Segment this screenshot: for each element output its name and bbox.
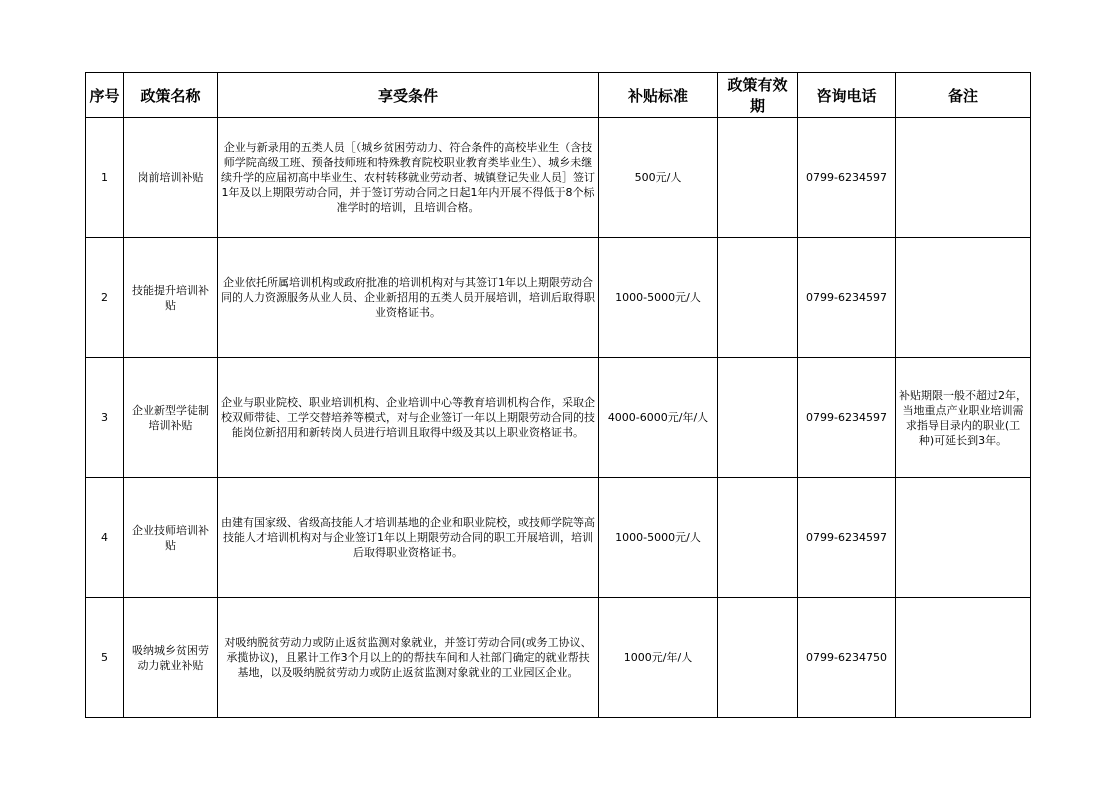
row-policy-name: 岗前培训补贴 [124,118,218,238]
row-policy-name: 吸纳城乡贫困劳动力就业补贴 [124,598,218,718]
row-conditions: 企业与职业院校、职业培训机构、企业培训中心等教育培训机构合作，采取企校双师带徒、工学交替培养等模式，对与企业签订一年以上期限劳动合同的技能岗位新招用和新转岗人员进行培训且取得中级及其以上职业资格证书。 [218,358,599,478]
row-subsidy-standard: 1000元/年/人 [599,598,718,718]
row-validity [718,118,798,238]
header-row [86,73,1031,118]
row-subsidy-standard: 1000-5000元/人 [599,238,718,358]
header-subsidy-standard: 补贴标准 [599,73,718,118]
row-seq: 2 [86,238,124,358]
row-phone: 0799-6234597 [798,238,896,358]
row-seq: 3 [86,358,124,478]
header-phone: 咨询电话 [798,73,896,118]
row-subsidy-standard: 1000-5000元/人 [599,478,718,598]
header-validity: 政策有效期 [718,73,798,118]
row-validity [718,598,798,718]
header-policy-name: 政策名称 [124,73,218,118]
policy-table [85,72,1031,718]
row-validity [718,238,798,358]
table-row [86,358,1031,478]
table-row [86,238,1031,358]
row-policy-name: 技能提升培训补贴 [124,238,218,358]
row-seq: 5 [86,598,124,718]
row-validity [718,478,798,598]
row-subsidy-standard: 4000-6000元/年/人 [599,358,718,478]
row-seq: 4 [86,478,124,598]
row-validity [718,358,798,478]
row-note [896,598,1031,718]
table-row [86,118,1031,238]
row-phone: 0799-6234597 [798,478,896,598]
row-phone: 0799-6234597 [798,118,896,238]
row-conditions: 企业依托所属培训机构或政府批准的培训机构对与其签订1年以上期限劳动合同的人力资源服务从业人员、企业新招用的五类人员开展培训，培训后取得职业资格证书。 [218,238,599,358]
header-note: 备注 [896,73,1031,118]
header-conditions: 享受条件 [218,73,599,118]
row-note [896,238,1031,358]
row-note [896,118,1031,238]
row-policy-name: 企业技师培训补贴 [124,478,218,598]
row-conditions: 对吸纳脱贫劳动力或防止返贫监测对象就业，并签订劳动合同(或务工协议、承揽协议)，且累计工作3个月以上的的帮扶车间和人社部门确定的就业帮扶基地，以及吸纳脱贫劳动力或防止返贫监测对象就业的工业园区企业。 [218,598,599,718]
table-row [86,478,1031,598]
row-policy-name: 企业新型学徒制培训补贴 [124,358,218,478]
row-seq: 1 [86,118,124,238]
row-note [896,478,1031,598]
row-conditions: 由建有国家级、省级高技能人才培训基地的企业和职业院校，或技师学院等高技能人才培训机构对与企业签订1年以上期限劳动合同的职工开展培训，培训后取得职业资格证书。 [218,478,599,598]
row-phone: 0799-6234750 [798,598,896,718]
row-phone: 0799-6234597 [798,358,896,478]
table-row [86,598,1031,718]
row-note: 补贴期限一般不超过2年，当地重点产业职业培训需求指导目录内的职业(工种)可延长到3年。 [896,358,1031,478]
header-seq: 序号 [86,73,124,118]
row-subsidy-standard: 500元/人 [599,118,718,238]
row-conditions: 企业与新录用的五类人员［（城乡贫困劳动力、符合条件的高校毕业生（含技师学院高级工班、预备技师班和特殊教育院校职业教育类毕业生）、城乡未继续升学的应届初高中毕业生、农村转移就业劳动者、城镇登记失业人员］签订1年及以上期限劳动合同，并于签订劳动合同之日起1年内开展不得低于8个标准学时的培训，且培训合格。 [218,118,599,238]
